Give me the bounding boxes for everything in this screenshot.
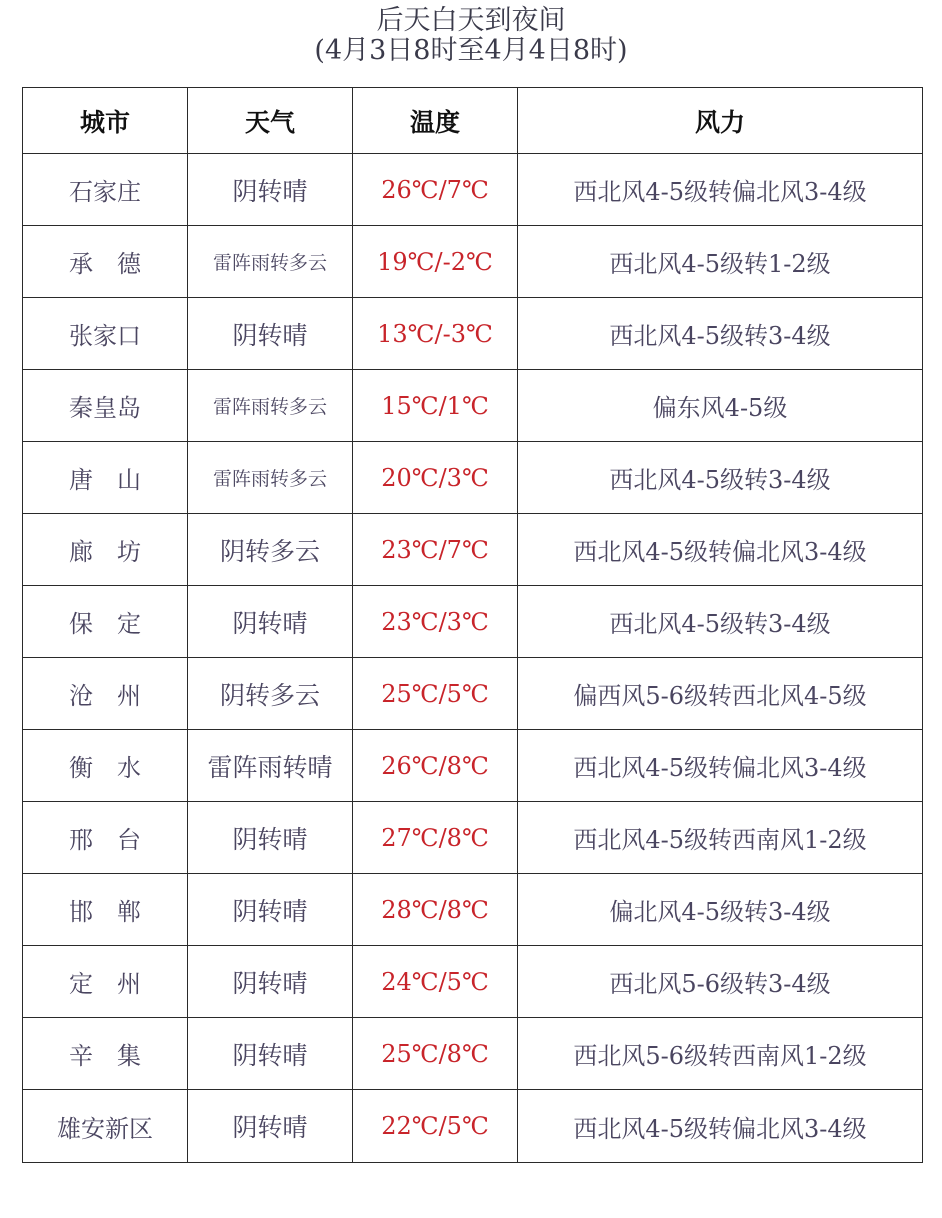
wind-cell: 西北风5-6级转3-4级 bbox=[518, 946, 923, 1018]
city-cell: 张家口 bbox=[23, 298, 188, 370]
wind-cell: 偏北风4-5级转3-4级 bbox=[518, 874, 923, 946]
temperature-cell: 13℃/-3℃ bbox=[353, 298, 518, 370]
page-subtitle-date-range: (4月3日8时至4月4日8时) bbox=[314, 35, 628, 66]
temperature-cell: 20℃/3℃ bbox=[353, 442, 518, 514]
header-wind: 风力 bbox=[518, 88, 923, 154]
table-row bbox=[23, 730, 923, 802]
temperature-cell: 23℃/3℃ bbox=[353, 586, 518, 658]
city-cell: 定 州 bbox=[23, 946, 188, 1018]
city-cell: 秦皇岛 bbox=[23, 370, 188, 442]
temperature-cell: 15℃/1℃ bbox=[353, 370, 518, 442]
wind-cell: 西北风4-5级转3-4级 bbox=[518, 442, 923, 514]
table-row bbox=[23, 226, 923, 298]
weather-cell: 阴转晴 bbox=[188, 1018, 353, 1090]
city-cell: 沧 州 bbox=[23, 658, 188, 730]
city-cell: 唐 山 bbox=[23, 442, 188, 514]
wind-cell: 西北风4-5级转3-4级 bbox=[518, 586, 923, 658]
page-title: 后天白天到夜间 bbox=[376, 5, 566, 36]
wind-cell: 西北风4-5级转3-4级 bbox=[518, 298, 923, 370]
wind-cell: 偏西风5-6级转西北风4-5级 bbox=[518, 658, 923, 730]
header-city: 城市 bbox=[23, 88, 188, 154]
temperature-cell: 26℃/7℃ bbox=[353, 154, 518, 226]
weather-cell: 雷阵雨转多云 bbox=[188, 370, 353, 442]
weather-cell: 阴转晴 bbox=[188, 154, 353, 226]
city-cell: 辛 集 bbox=[23, 1018, 188, 1090]
table-row bbox=[23, 442, 923, 514]
temperature-cell: 24℃/5℃ bbox=[353, 946, 518, 1018]
temperature-cell: 25℃/8℃ bbox=[353, 1018, 518, 1090]
table-row bbox=[23, 946, 923, 1018]
temperature-cell: 23℃/7℃ bbox=[353, 514, 518, 586]
weather-cell: 雷阵雨转多云 bbox=[188, 226, 353, 298]
temperature-cell: 27℃/8℃ bbox=[353, 802, 518, 874]
city-cell: 廊 坊 bbox=[23, 514, 188, 586]
temperature-cell: 22℃/5℃ bbox=[353, 1090, 518, 1163]
weather-cell: 阴转多云 bbox=[188, 658, 353, 730]
weather-cell: 雷阵雨转晴 bbox=[188, 730, 353, 802]
table-row bbox=[23, 802, 923, 874]
weather-cell: 阴转晴 bbox=[188, 586, 353, 658]
city-cell: 雄安新区 bbox=[23, 1090, 188, 1163]
table-row bbox=[23, 874, 923, 946]
city-cell: 石家庄 bbox=[23, 154, 188, 226]
table-row bbox=[23, 370, 923, 442]
wind-cell: 偏东风4-5级 bbox=[518, 370, 923, 442]
table-row bbox=[23, 298, 923, 370]
city-cell: 邯 郸 bbox=[23, 874, 188, 946]
header-weather: 天气 bbox=[188, 88, 353, 154]
temperature-cell: 25℃/5℃ bbox=[353, 658, 518, 730]
weather-cell: 阴转多云 bbox=[188, 514, 353, 586]
wind-cell: 西北风5-6级转西南风1-2级 bbox=[518, 1018, 923, 1090]
weather-cell: 阴转晴 bbox=[188, 946, 353, 1018]
table-row bbox=[23, 1018, 923, 1090]
header-temperature: 温度 bbox=[353, 88, 518, 154]
table-header-row bbox=[23, 88, 923, 154]
table-row bbox=[23, 586, 923, 658]
temperature-cell: 26℃/8℃ bbox=[353, 730, 518, 802]
forecast-table bbox=[22, 87, 923, 1163]
wind-cell: 西北风4-5级转1-2级 bbox=[518, 226, 923, 298]
weather-cell: 阴转晴 bbox=[188, 1090, 353, 1163]
wind-cell: 西北风4-5级转西南风1-2级 bbox=[518, 802, 923, 874]
wind-cell: 西北风4-5级转偏北风3-4级 bbox=[518, 730, 923, 802]
table-row bbox=[23, 1090, 923, 1163]
temperature-cell: 28℃/8℃ bbox=[353, 874, 518, 946]
city-cell: 衡 水 bbox=[23, 730, 188, 802]
wind-cell: 西北风4-5级转偏北风3-4级 bbox=[518, 1090, 923, 1163]
wind-cell: 西北风4-5级转偏北风3-4级 bbox=[518, 514, 923, 586]
weather-cell: 雷阵雨转多云 bbox=[188, 442, 353, 514]
table-row bbox=[23, 154, 923, 226]
wind-cell: 西北风4-5级转偏北风3-4级 bbox=[518, 154, 923, 226]
city-cell: 承 德 bbox=[23, 226, 188, 298]
table-row bbox=[23, 514, 923, 586]
city-cell: 保 定 bbox=[23, 586, 188, 658]
weather-cell: 阴转晴 bbox=[188, 298, 353, 370]
city-cell: 邢 台 bbox=[23, 802, 188, 874]
weather-cell: 阴转晴 bbox=[188, 874, 353, 946]
table-row bbox=[23, 658, 923, 730]
temperature-cell: 19℃/-2℃ bbox=[353, 226, 518, 298]
weather-cell: 阴转晴 bbox=[188, 802, 353, 874]
